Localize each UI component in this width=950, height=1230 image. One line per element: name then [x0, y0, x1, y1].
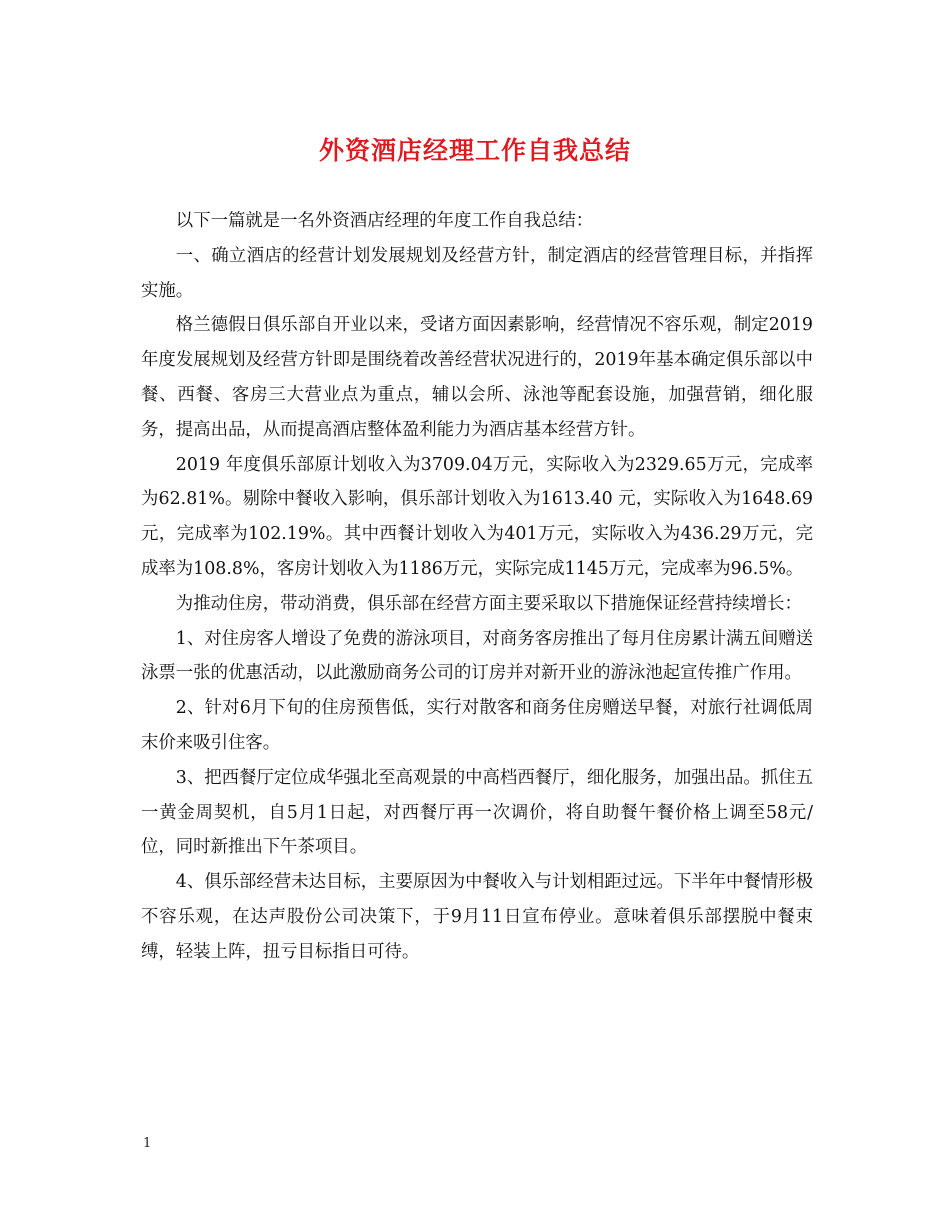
paragraph-section-one: 一、确立酒店的经营计划发展规划及经营方针，制定酒店的经营管理目标，并指挥实施。 [141, 245, 813, 301]
paragraph-measures-intro: 为推动住房，带动消费，俱乐部在经营方面主要采取以下措施保证经营持续增长： [175, 593, 802, 614]
paragraph-measure-2: 2、针对6月下旬的住房预售低，实行对散客和商务住房赠送早餐，对旅行社调低周末价来吸引住客。 [141, 698, 813, 753]
document-title: 外资酒店经理工作自我总结 [318, 136, 631, 165]
paragraph-measure-3: 3、把西餐厅定位成华强北至高观景的中高档西餐厅，细化服务，加强出品。抓住五一黄金周契机，自5月1日起，对西餐厅再一次调价，将自助餐午餐价格上调至58元/位，同时新推出下午茶项目。 [141, 767, 813, 858]
page-number: 1 [143, 1136, 152, 1151]
document-body [141, 204, 813, 970]
paragraph-intro: 以下一篇就是一名外资酒店经理的年度工作自我总结： [175, 211, 594, 231]
paragraph-measure-4: 4、俱乐部经营未达目标，主要原因为中餐收入与计划相距过远。下半年中餐情形极不容乐观，在达声股份公司决策下，于9月11日宣布停业。意味着俱乐部摆脱中餐束缚，轻装上阵，扭亏目标指日可待。 [141, 872, 813, 962]
paragraph-revenue: 2019 年度俱乐部原计划收入为3709.04万元，实际收入为2329.65万元，完成率为62.81%。剔除中餐收入影响，俱乐部计划收入为1613.40 元，实际收入为1648.69元，完成率为102.19%。其中西餐计划收入为401万元，实际收入为436.29万元，完成率为108.8%，客房计划收入为1186万元，实际完成1145万元，完成率为96.5%。 [141, 454, 813, 579]
paragraph-measure-1: 1、对住房客人增设了免费的游泳项目，对商务客房推出了每月住房累计满五间赠送泳票一张的优惠活动，以此激励商务公司的订房并对新开业的游泳池起宣传推广作用。 [141, 628, 813, 684]
paragraph-operations-plan: 格兰德假日俱乐部自开业以来，受诸方面因素影响，经营情况不容乐观，制定2019年度发展规划及经营方针即是围绕着改善经营状况进行的，2019年基本确定俱乐部以中餐、西餐、客房三大营业点为重点，辅以会所、泳池等配套设施，加强营销，细化服务，提高出品，从而提高酒店整体盈利能力为酒店基本经营方针。 [141, 315, 813, 440]
